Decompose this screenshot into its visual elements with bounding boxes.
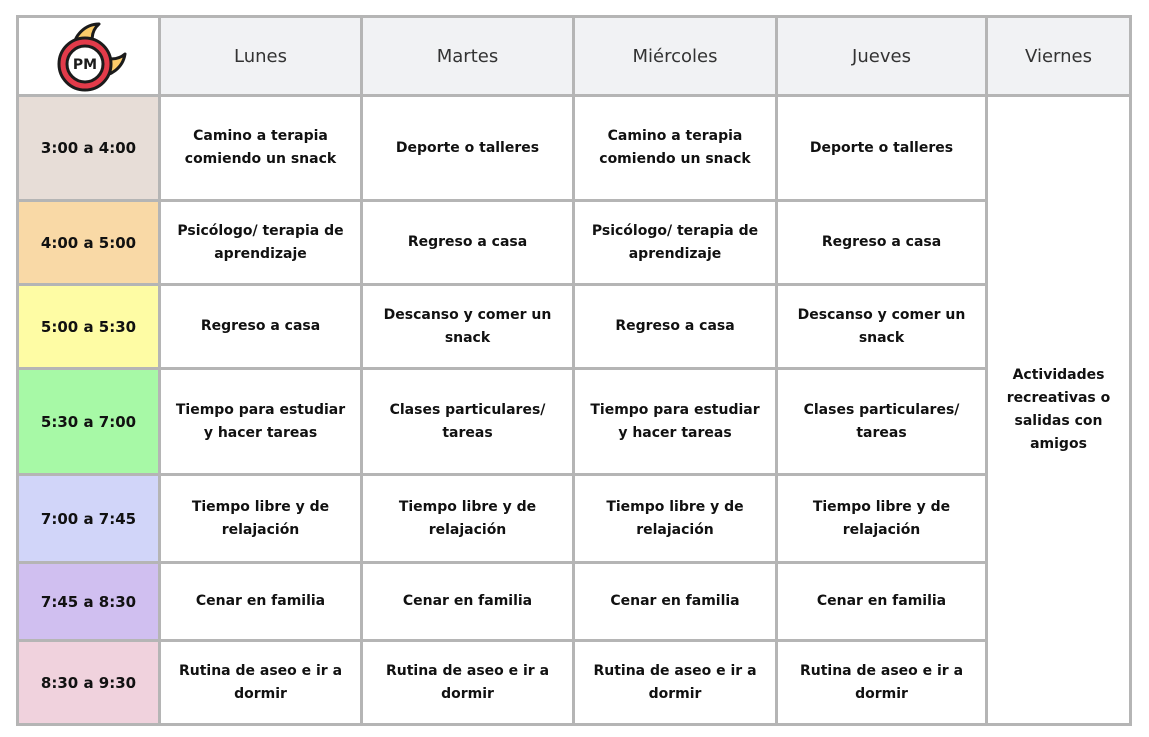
activity-cell: Tiempo para estudiar y hacer tareas (160, 369, 362, 475)
pm-label: PM (72, 57, 97, 73)
activity-cell: Tiempo libre y de relajación (362, 475, 574, 563)
schedule-row (18, 563, 1131, 641)
activity-cell: Clases particulares/ tareas (362, 369, 574, 475)
activity-cell: Rutina de aseo e ir a dormir (362, 641, 574, 725)
schedule-row (18, 641, 1131, 725)
time-slot: 4:00 a 5:00 (18, 201, 160, 285)
activity-cell: Tiempo libre y de relajación (574, 475, 777, 563)
activity-cell: Psicólogo/ terapia de aprendizaje (160, 201, 362, 285)
activity-cell: Regreso a casa (362, 201, 574, 285)
schedule-row (18, 475, 1131, 563)
schedule-row (18, 201, 1131, 285)
day-header-jueves: Jueves (777, 17, 987, 96)
activity-cell: Rutina de aseo e ir a dormir (574, 641, 777, 725)
day-header-lunes: Lunes (160, 17, 362, 96)
activity-cell: Descanso y comer un snack (362, 285, 574, 369)
activity-cell: Tiempo para estudiar y hacer tareas (574, 369, 777, 475)
activity-cell: Cenar en familia (160, 563, 362, 641)
pm-clock-moon-icon (51, 18, 127, 94)
activity-cell: Clases particulares/ tareas (777, 369, 987, 475)
activity-cell: Psicólogo/ terapia de aprendizaje (574, 201, 777, 285)
activity-cell: Cenar en familia (362, 563, 574, 641)
activity-cell: Deporte o talleres (777, 96, 987, 201)
schedule-row (18, 369, 1131, 475)
activity-cell: Deporte o talleres (362, 96, 574, 201)
activity-cell: Regreso a casa (574, 285, 777, 369)
day-header-martes: Martes (362, 17, 574, 96)
activity-cell: Descanso y comer un snack (777, 285, 987, 369)
day-header-miercoles: Miércoles (574, 17, 777, 96)
activity-cell: Cenar en familia (574, 563, 777, 641)
activity-cell: Rutina de aseo e ir a dormir (160, 641, 362, 725)
activity-cell: Rutina de aseo e ir a dormir (777, 641, 987, 725)
activity-cell: Tiempo libre y de relajación (777, 475, 987, 563)
time-slot: 5:00 a 5:30 (18, 285, 160, 369)
time-slot: 7:45 a 8:30 (18, 563, 160, 641)
friday-activity-cell: Actividades recreativas o salidas con amigos (987, 96, 1131, 725)
activity-cell: Regreso a casa (160, 285, 362, 369)
schedule-row (18, 285, 1131, 369)
time-slot: 3:00 a 4:00 (18, 96, 160, 201)
activity-cell: Camino a terapia comiendo un snack (160, 96, 362, 201)
activity-cell: Tiempo libre y de relajación (160, 475, 362, 563)
schedule-row (18, 96, 1131, 201)
activity-cell: Regreso a casa (777, 201, 987, 285)
day-header-viernes: Viernes (987, 17, 1131, 96)
activity-cell: Camino a terapia comiendo un snack (574, 96, 777, 201)
time-slot: 7:00 a 7:45 (18, 475, 160, 563)
activity-cell: Cenar en familia (777, 563, 987, 641)
header-row (18, 17, 1131, 96)
schedule-table (16, 15, 1132, 726)
time-slot: 5:30 a 7:00 (18, 369, 160, 475)
time-slot: 8:30 a 9:30 (18, 641, 160, 725)
logo-cell (18, 17, 160, 96)
